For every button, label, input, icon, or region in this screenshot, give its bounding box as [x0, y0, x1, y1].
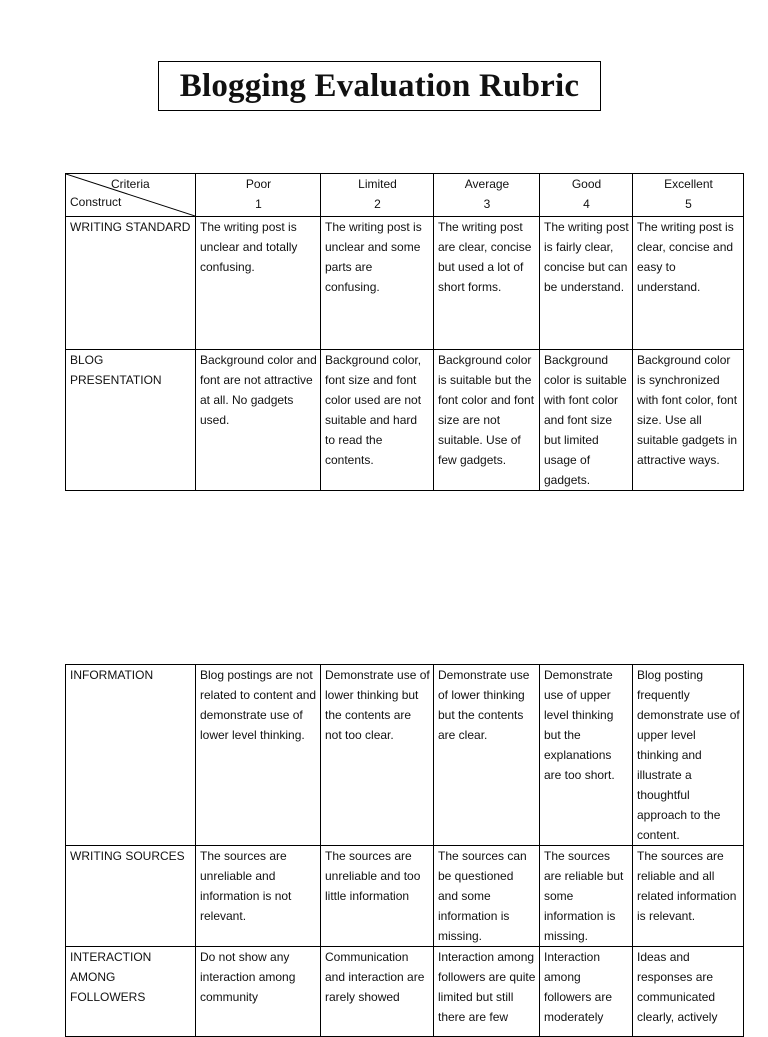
- rubric-cell: Background color is suitable but the font color and font size are not suitable. Use of few gadgets.: [434, 350, 540, 491]
- level-score: 2: [374, 197, 381, 211]
- rubric-cell: Do not show any interaction among community: [196, 947, 321, 1037]
- rubric-cell: Demonstrate use of lower thinking but the contents are not too clear.: [321, 665, 434, 846]
- level-label: Poor: [245, 177, 272, 191]
- level-header-good: [540, 174, 633, 217]
- rubric-cell: Blog posting frequently demonstrate use of upper level thinking and illustrate a thoughtful approach to the content.: [633, 665, 744, 846]
- rubric-cell: Background color and font are not attractive at all. No gadgets used.: [196, 350, 321, 491]
- rubric-table-1: [65, 173, 744, 491]
- rubric-cell: The sources are unreliable and information is not relevant.: [196, 846, 321, 947]
- rubric-cell: Interaction among followers are moderately: [540, 947, 633, 1037]
- table-row: [66, 947, 744, 1037]
- header-row: [66, 174, 744, 217]
- level-header-limited: [321, 174, 434, 217]
- rubric-cell: The writing post is clear, concise and easy to understand.: [633, 217, 744, 350]
- level-label: Limited: [358, 177, 397, 191]
- rubric-cell: Communication and interaction are rarely showed: [321, 947, 434, 1037]
- rubric-cell: Background color, font size and font color used are not suitable and hard to read the contents.: [321, 350, 434, 491]
- rubric-table-2: [65, 664, 744, 1037]
- level-score: 5: [685, 197, 692, 211]
- rubric-cell: The writing post is unclear and totally confusing.: [196, 217, 321, 350]
- construct-cell: WRITING SOURCES: [66, 846, 196, 947]
- rubric-cell: Demonstrate use of upper level thinking but the explanations are too short.: [540, 665, 633, 846]
- level-header-poor: [196, 174, 321, 217]
- level-score: 1: [255, 197, 262, 211]
- construct-label: Construct: [70, 195, 122, 209]
- construct-cell: BLOG PRESENTATION: [66, 350, 196, 491]
- rubric-cell: The sources are unreliable and too little information: [321, 846, 434, 947]
- document-title: Blogging Evaluation Rubric: [179, 67, 580, 104]
- title-box: [158, 61, 601, 111]
- construct-cell: INTERACTION AMONG FOLLOWERS: [66, 947, 196, 1037]
- level-label: Good: [571, 177, 602, 191]
- criteria-construct-header: [66, 174, 196, 217]
- rubric-cell: The sources are reliable and all related information is relevant.: [633, 846, 744, 947]
- construct-cell: INFORMATION: [66, 665, 196, 846]
- level-header-average: [434, 174, 540, 217]
- rubric-cell: Interaction among followers are quite limited but still there are few: [434, 947, 540, 1037]
- rubric-cell: The writing post are clear, concise but used a lot of short forms.: [434, 217, 540, 350]
- rubric-cell: Background color is suitable with font color and font size but limited usage of gadgets.: [540, 350, 633, 491]
- table-row: [66, 665, 744, 846]
- criteria-label: Criteria: [111, 177, 150, 191]
- construct-cell: WRITING STANDARD: [66, 217, 196, 350]
- level-score: 4: [583, 197, 590, 211]
- table-row: [66, 217, 744, 350]
- rubric-cell: The sources are reliable but some information is missing.: [540, 846, 633, 947]
- rubric-cell: The writing post is fairly clear, concise but can be understand.: [540, 217, 633, 350]
- level-label: Excellent: [664, 177, 713, 191]
- level-score: 3: [483, 197, 491, 211]
- rubric-cell: Blog postings are not related to content and demonstrate use of lower level thinking.: [196, 665, 321, 846]
- rubric-cell: Demonstrate use of lower thinking but the contents are clear.: [434, 665, 540, 846]
- table-row: [66, 350, 744, 491]
- level-header-excellent: [633, 174, 744, 217]
- rubric-cell: Ideas and responses are communicated clearly, actively: [633, 947, 744, 1037]
- rubric-cell: The sources can be questioned and some information is missing.: [434, 846, 540, 947]
- table-row: [66, 846, 744, 947]
- level-label: Average: [464, 177, 510, 191]
- rubric-cell: The writing post is unclear and some parts are confusing.: [321, 217, 434, 350]
- rubric-cell: Background color is synchronized with font color, font size. Use all suitable gadgets in attractive ways.: [633, 350, 744, 491]
